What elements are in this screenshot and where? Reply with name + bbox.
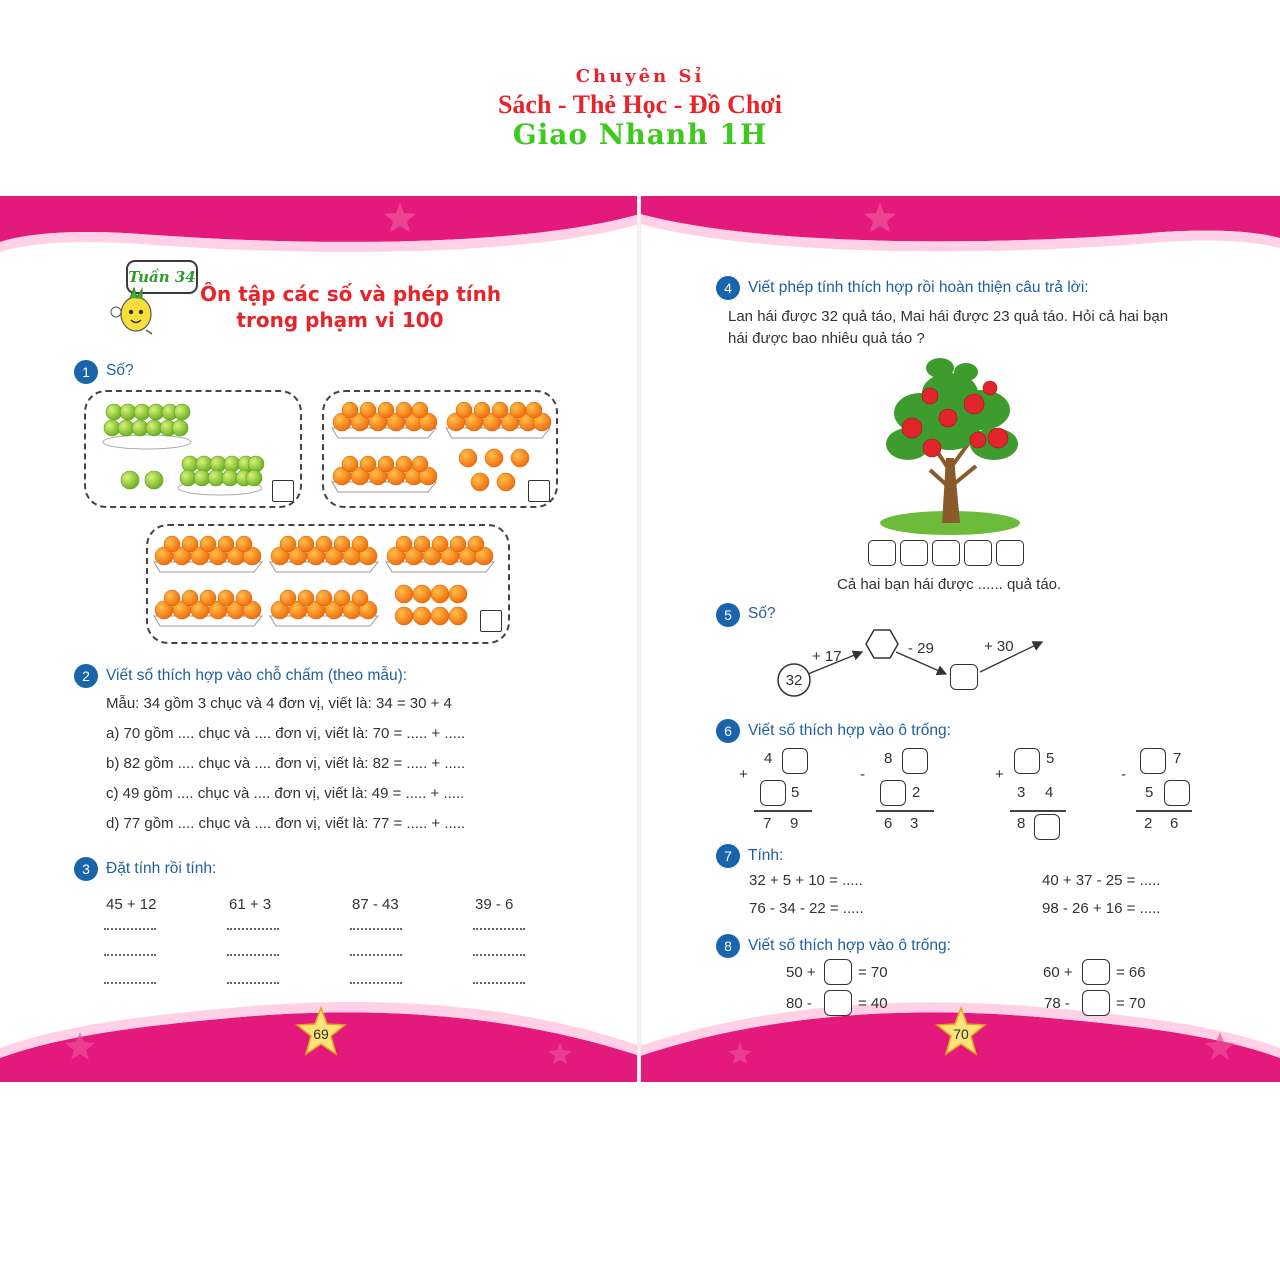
answer-box-oranges-1[interactable] — [528, 480, 550, 502]
work-line[interactable] — [350, 928, 402, 930]
work-line[interactable] — [227, 982, 279, 984]
week-badge: Tuần 34 — [126, 260, 198, 294]
chain-op-2: - 29 — [908, 640, 934, 657]
q7-item-1: 32 + 5 + 10 = ..... — [749, 872, 863, 889]
question-5-number: 5 — [716, 603, 740, 627]
q8-row1-left: 50 + — [786, 964, 816, 981]
question-1-number: 1 — [74, 360, 98, 384]
question-2-number: 2 — [74, 664, 98, 688]
q6-col2-res1: 6 — [884, 815, 893, 832]
work-line[interactable] — [350, 954, 402, 956]
q8-box-4[interactable] — [1082, 990, 1110, 1016]
q6-col4-sign: - — [1121, 766, 1126, 783]
q8-row3-left: 80 - — [786, 995, 812, 1012]
q6-col3-res1: 8 — [1017, 815, 1026, 832]
work-line[interactable] — [104, 982, 156, 984]
chain-op-1: + 17 — [812, 648, 842, 665]
left-page — [0, 196, 640, 1082]
question-6-number: 6 — [716, 719, 740, 743]
page-number-right: 70 — [953, 1026, 969, 1042]
question-2-item-c: c) 49 gồm .... chục và .... đơn vị, viết là: 49 = ..... + ..... — [106, 785, 465, 802]
equation-box-1[interactable] — [868, 540, 896, 566]
q7-item-4: 98 - 26 + 16 = ..... — [1042, 900, 1161, 917]
q6-col3-line — [1010, 810, 1066, 812]
work-line[interactable] — [350, 982, 402, 984]
work-line[interactable] — [473, 982, 525, 984]
right-page — [640, 196, 1280, 1082]
question-2-example: Mẫu: 34 gồm 3 chục và 4 đơn vị, viết là: 34 = 30 + 4 — [106, 695, 452, 712]
banner-line3: Giao Nhanh 1H — [512, 118, 768, 151]
q6-col4-line — [1136, 810, 1192, 812]
q6-col2-sign: - — [860, 766, 865, 783]
q7-item-2: 40 + 37 - 25 = ..... — [1042, 872, 1161, 889]
question-5-title: Số? — [748, 605, 776, 622]
chain-op-3: + 30 — [984, 638, 1014, 655]
q8-box-2[interactable] — [1082, 959, 1110, 985]
q8-row1-right: = 70 — [858, 964, 888, 981]
question-7-title: Tính: — [748, 847, 784, 864]
work-line[interactable] — [473, 928, 525, 930]
question-2-item-a: a) 70 gồm .... chục và .... đơn vị, viết là: 70 = ..... + ..... — [106, 725, 466, 742]
q6-col1-top: 4 — [764, 750, 773, 767]
question-3-expr-2: 61 + 3 — [229, 896, 272, 913]
q8-row2-right: = 66 — [1116, 964, 1146, 981]
equation-box-4[interactable] — [964, 540, 992, 566]
q6-col4-box-top[interactable] — [1140, 748, 1166, 774]
page-title-line1: Ôn tập các số và phép tính — [200, 282, 502, 306]
q8-row2-left: 60 + — [1043, 964, 1073, 981]
question-4-answer: Cả hai bạn hái được ...... quả táo. — [837, 576, 1062, 593]
q6-col2-line — [876, 810, 934, 812]
q6-col3-box-top[interactable] — [1014, 748, 1040, 774]
question-2-item-d: d) 77 gồm .... chục và .... đơn vị, viết là: 77 = ..... + ..... — [106, 815, 466, 832]
banner-line1: Chuyên Sỉ — [575, 66, 705, 87]
book-spine — [637, 196, 641, 1082]
q6-col4-top: 7 — [1173, 750, 1182, 767]
question-3-expr-3: 87 - 43 — [352, 896, 399, 913]
banner-line2: Sách - Thẻ Học - Đồ Chơi — [497, 90, 783, 119]
question-7-number: 7 — [716, 844, 740, 868]
question-8-title: Viết số thích hợp vào ô trống: — [748, 937, 951, 954]
q6-col1-line — [754, 810, 812, 812]
question-3-expr-4: 39 - 6 — [475, 896, 514, 913]
q8-row4-left: 78 - — [1044, 995, 1070, 1012]
chain-answer-box[interactable] — [950, 664, 978, 690]
equation-box-5[interactable] — [996, 540, 1024, 566]
q6-col1-mid: 5 — [791, 784, 800, 801]
q6-col2-box-top[interactable] — [902, 748, 928, 774]
q6-col2-res2: 3 — [910, 815, 919, 832]
question-4-problem-line2: hái được bao nhiêu quả táo ? — [728, 330, 925, 347]
apple-tree-icon — [870, 348, 1050, 538]
q6-col2-box-mid[interactable] — [880, 780, 906, 806]
q6-col1-res1: 7 — [763, 815, 772, 832]
work-line[interactable] — [104, 954, 156, 956]
work-line[interactable] — [104, 928, 156, 930]
answer-box-oranges-2[interactable] — [480, 610, 502, 632]
question-4-problem-line1: Lan hái được 32 quả táo, Mai hái được 23 quả táo. Hỏi cả hai bạn — [728, 308, 1169, 325]
q6-col1-box-mid[interactable] — [760, 780, 786, 806]
q8-row4-right: = 70 — [1116, 995, 1146, 1012]
page-title-line2: trong phạm vi 100 — [236, 308, 444, 332]
chain-start-number: 32 — [785, 672, 803, 689]
fruit-illustrations — [0, 196, 640, 656]
question-3-title: Đặt tính rồi tính: — [106, 860, 217, 877]
q6-col2-top: 8 — [884, 750, 893, 767]
q6-col4-res1: 2 — [1144, 815, 1153, 832]
work-line[interactable] — [227, 954, 279, 956]
q6-col4-box-mid[interactable] — [1164, 780, 1190, 806]
question-3-number: 3 — [74, 857, 98, 881]
q6-col1-sign: + — [739, 766, 748, 783]
question-6-title: Viết số thích hợp vào ô trống: — [748, 722, 951, 739]
q6-col4-res2: 6 — [1170, 815, 1179, 832]
question-4-number: 4 — [716, 276, 740, 300]
question-1-title: Số? — [106, 362, 134, 379]
q6-col3-box-res[interactable] — [1034, 814, 1060, 840]
q6-col1-box-top[interactable] — [782, 748, 808, 774]
question-2-title: Viết số thích hợp vào chỗ chấm (theo mẫu): — [106, 667, 408, 684]
q8-box-3[interactable] — [824, 990, 852, 1016]
question-8-number: 8 — [716, 934, 740, 958]
question-3-expr-1: 45 + 12 — [106, 896, 157, 913]
q8-row3-right: = 40 — [858, 995, 888, 1012]
q8-box-1[interactable] — [824, 959, 852, 985]
equation-box-2[interactable] — [900, 540, 928, 566]
q6-col1-res2: 9 — [790, 815, 799, 832]
q6-col3-sign: + — [995, 766, 1004, 783]
q6-col4-mid: 5 — [1145, 784, 1154, 801]
q7-item-3: 76 - 34 - 22 = ..... — [749, 900, 864, 917]
q6-col3-mid2: 4 — [1045, 784, 1054, 801]
q6-col3-mid1: 3 — [1017, 784, 1026, 801]
page-number-left: 69 — [313, 1026, 329, 1042]
answer-box-apples[interactable] — [272, 480, 294, 502]
question-4-title: Viết phép tính thích hợp rồi hoàn thiện câu trả lời: — [748, 279, 1089, 296]
question-2-item-b: b) 82 gồm .... chục và .... đơn vị, viết là: 82 = ..... + ..... — [106, 755, 466, 772]
work-line[interactable] — [473, 954, 525, 956]
q6-col3-top: 5 — [1046, 750, 1055, 767]
q6-col2-mid: 2 — [912, 784, 921, 801]
work-line[interactable] — [227, 928, 279, 930]
equation-box-3[interactable] — [932, 540, 960, 566]
